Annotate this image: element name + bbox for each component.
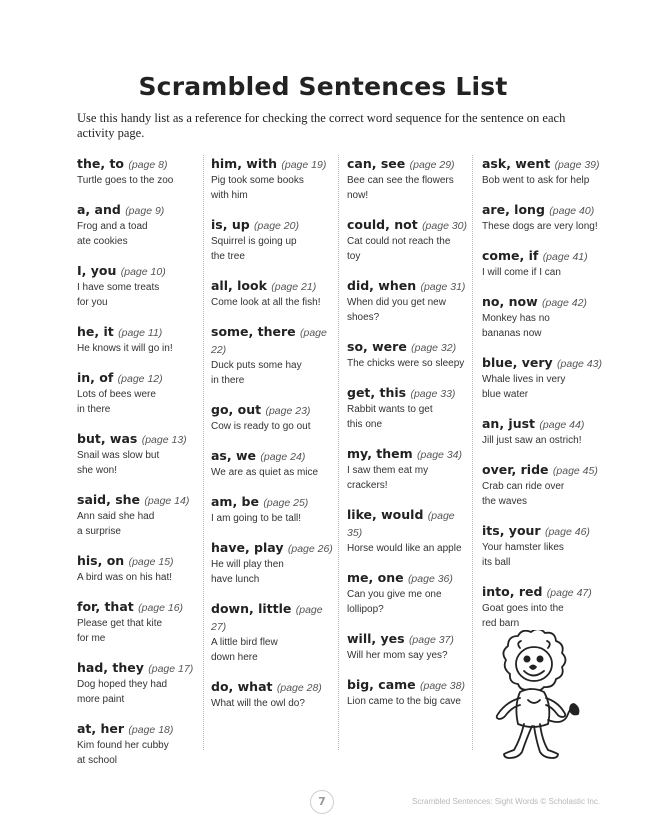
page-reference: (page 44) <box>539 419 585 431</box>
sentence-line: Lots of bees were <box>77 389 156 400</box>
list-item <box>347 507 472 556</box>
sentence-line: the tree <box>211 251 245 262</box>
entry-heading <box>347 631 472 648</box>
page-reference: (page 10) <box>120 266 166 278</box>
sentence-line: she won! <box>77 465 118 476</box>
sentence-line: Jill just saw an ostrich! <box>482 435 582 446</box>
entry-heading <box>347 570 472 587</box>
sight-words: like, would <box>347 507 424 522</box>
entry-heading <box>211 324 336 358</box>
column-divider <box>203 155 204 750</box>
sight-words: the, to <box>77 156 125 171</box>
sight-words: at, her <box>77 721 125 736</box>
sentence-line: A little bird flew <box>211 637 278 648</box>
sight-words: its, your <box>482 523 541 538</box>
page-reference: (page 40) <box>549 205 595 217</box>
sentence-line: I will come if I can <box>482 267 561 278</box>
list-item <box>77 721 199 768</box>
sentence-line: Turtle goes to the zoo <box>77 175 174 186</box>
sight-words: big, came <box>347 677 416 692</box>
page-reference: (page 8) <box>128 159 168 171</box>
sentence-line: A bird was on his hat! <box>77 572 173 583</box>
page-number: 7 <box>310 790 334 814</box>
sentence-line: We are as quiet as mice <box>211 467 319 478</box>
sentence-line: He will play then <box>211 559 284 570</box>
page-reference: (page 41) <box>542 251 588 263</box>
page-reference: (page 22) <box>211 327 327 356</box>
sentence-line: the waves <box>482 496 528 507</box>
list-item <box>211 540 336 587</box>
sentence-line: lollipop? <box>347 604 384 615</box>
sentence-line: at school <box>77 755 118 766</box>
sight-words: do, what <box>211 679 273 694</box>
list-item <box>77 599 199 646</box>
sight-words: come, if <box>482 248 539 263</box>
entry-heading <box>347 446 472 463</box>
entry-heading <box>482 416 602 433</box>
sentence-line: with him <box>211 190 248 201</box>
page-reference: (page 24) <box>260 451 306 463</box>
column-divider <box>472 155 473 750</box>
sight-words: as, we <box>211 448 257 463</box>
sentence-line: Rabbit wants to get <box>347 404 433 415</box>
sentence-line: blue water <box>482 389 529 400</box>
list-item <box>347 339 472 371</box>
sight-words: did, when <box>347 278 417 293</box>
list-column-3 <box>347 156 472 723</box>
sentence-line: Please get that kite <box>77 618 163 629</box>
page-reference: (page 12) <box>117 373 163 385</box>
entry-heading <box>77 553 199 570</box>
sentence-line: Monkey has no <box>482 313 550 324</box>
list-item <box>347 446 472 493</box>
list-item <box>211 324 336 388</box>
entry-heading <box>77 492 199 509</box>
entry-heading <box>347 339 472 356</box>
sight-words: but, was <box>77 431 138 446</box>
entry-heading <box>347 217 472 234</box>
sentence-line: have lunch <box>211 574 260 585</box>
list-item <box>482 416 602 448</box>
entry-heading <box>211 679 336 696</box>
sentence-line: When did you get new <box>347 297 446 308</box>
list-item <box>211 217 336 264</box>
sight-words: go, out <box>211 402 262 417</box>
sentence-line: Squirrel is going up <box>211 236 297 247</box>
sight-words: he, it <box>77 324 114 339</box>
list-item <box>482 202 602 234</box>
sight-words: me, one <box>347 570 404 585</box>
page-reference: (page 21) <box>271 281 317 293</box>
sentence-line: toy <box>347 251 361 262</box>
sight-words: a, and <box>77 202 121 217</box>
sight-words: will, yes <box>347 631 405 646</box>
list-item <box>211 448 336 480</box>
list-item <box>211 601 336 665</box>
list-item <box>482 248 602 280</box>
page-reference: (page 11) <box>118 327 163 339</box>
entry-heading <box>211 217 336 234</box>
sight-words: is, up <box>211 217 250 232</box>
entry-heading <box>211 540 336 557</box>
sentence-line: Bob went to ask for help <box>482 175 590 186</box>
sentence-line: I have some treats <box>77 282 160 293</box>
page-reference: (page 47) <box>546 587 592 599</box>
list-column-2 <box>211 156 336 725</box>
sentence-line: Frog and a toad <box>77 221 148 232</box>
sentence-line: Lion came to the big cave <box>347 696 461 707</box>
entry-heading <box>347 385 472 402</box>
entry-heading <box>482 202 602 219</box>
page-reference: (page 19) <box>281 159 327 171</box>
list-item <box>77 553 199 585</box>
page-reference: (page 45) <box>552 465 598 477</box>
sight-words: can, see <box>347 156 406 171</box>
sentence-line: Can you give me one <box>347 589 442 600</box>
sentence-line: Horse would like an apple <box>347 543 462 554</box>
list-column-1 <box>77 156 199 782</box>
list-item <box>482 462 602 509</box>
list-item <box>211 402 336 434</box>
entry-heading <box>77 263 199 280</box>
entry-heading <box>482 462 602 479</box>
list-item <box>482 294 602 341</box>
sentence-line: crackers! <box>347 480 388 491</box>
page-reference: (page 36) <box>407 573 453 585</box>
entry-heading <box>77 431 199 448</box>
list-item <box>482 523 602 570</box>
entry-heading <box>211 278 336 295</box>
sentence-line: for you <box>77 297 108 308</box>
page-reference: (page 37) <box>408 634 454 646</box>
list-item <box>77 660 199 707</box>
sight-words: I, you <box>77 263 117 278</box>
page-reference: (page 28) <box>276 682 322 694</box>
entry-heading <box>77 660 199 677</box>
sentence-line: now! <box>347 190 369 201</box>
page-reference: (page 30) <box>422 220 468 232</box>
list-item <box>482 355 602 402</box>
page-reference: (page 14) <box>144 495 190 507</box>
page-reference: (page 25) <box>263 497 309 509</box>
entry-heading <box>482 294 602 311</box>
sentence-line: in there <box>211 375 245 386</box>
sentence-line: Dog hoped they had <box>77 679 168 690</box>
sentence-line: bananas now <box>482 328 542 339</box>
sight-words: are, long <box>482 202 545 217</box>
sight-words: him, with <box>211 156 278 171</box>
list-item <box>211 156 336 203</box>
list-item <box>77 202 199 249</box>
sentence-line: These dogs are very long! <box>482 221 598 232</box>
list-item <box>347 156 472 203</box>
sight-words: for, that <box>77 599 134 614</box>
entry-heading <box>211 402 336 419</box>
intro-text: Use this handy list as a reference for checking the correct word sequence for the sentence on each activity page. <box>77 111 566 140</box>
sentence-line: Kim found her cubby <box>77 740 169 751</box>
entry-heading <box>77 156 199 173</box>
entry-heading <box>482 248 602 265</box>
page-reference: (page 17) <box>148 663 194 675</box>
list-item <box>211 278 336 310</box>
sentence-line: Ann said she had <box>77 511 155 522</box>
sentence-line: Come look at all the fish! <box>211 297 321 308</box>
sight-words: some, there <box>211 324 296 339</box>
entry-heading <box>347 507 472 541</box>
sentence-line: Will her mom say yes? <box>347 650 448 661</box>
list-item <box>77 431 199 478</box>
sentence-line: Duck puts some hay <box>211 360 302 371</box>
entry-heading <box>211 156 336 173</box>
page-title: Scrambled Sentences List <box>138 72 508 101</box>
sentence-line: Your hamster likes <box>482 542 564 553</box>
list-item <box>211 679 336 711</box>
sight-words: blue, very <box>482 355 553 370</box>
sentence-line: down here <box>211 652 258 663</box>
page-reference: (page 34) <box>417 449 462 461</box>
list-item <box>77 263 199 310</box>
page-reference: (page 20) <box>254 220 299 232</box>
sight-words: had, they <box>77 660 144 675</box>
sight-words: an, just <box>482 416 536 431</box>
list-item <box>347 677 472 709</box>
page-reference: (page 31) <box>420 281 466 293</box>
sentence-line: Cow is ready to go out <box>211 421 311 432</box>
entry-heading <box>77 370 199 387</box>
entry-heading <box>211 601 336 635</box>
sentence-line: this one <box>347 419 383 430</box>
sentence-line: its ball <box>482 557 511 568</box>
page-reference: (page 26) <box>287 543 333 555</box>
list-item <box>77 370 199 417</box>
page-reference: (page 35) <box>347 510 455 539</box>
sentence-line: a surprise <box>77 526 121 537</box>
list-item <box>347 278 472 325</box>
sentence-line: more paint <box>77 694 125 705</box>
entry-heading <box>77 599 199 616</box>
sentence-line: I saw them eat my <box>347 465 429 476</box>
sentence-line: in there <box>77 404 111 415</box>
sight-words: no, now <box>482 294 538 309</box>
entry-heading <box>482 355 602 372</box>
entry-heading <box>347 677 472 694</box>
entry-heading <box>77 721 199 738</box>
sentence-line: He knows it will go in! <box>77 343 173 354</box>
list-item <box>77 324 199 356</box>
entry-heading <box>211 448 336 465</box>
sight-words: am, be <box>211 494 259 509</box>
sentence-line: What will the owl do? <box>211 698 305 709</box>
sentence-line: for me <box>77 633 106 644</box>
list-item <box>211 494 336 526</box>
sight-words: into, red <box>482 584 543 599</box>
list-item <box>482 584 602 631</box>
page-reference: (page 16) <box>138 602 184 614</box>
sight-words: in, of <box>77 370 114 385</box>
sight-words: so, were <box>347 339 407 354</box>
sight-words: ask, went <box>482 156 551 171</box>
page-reference: (page 23) <box>265 405 311 417</box>
entry-heading <box>347 278 472 295</box>
page-reference: (page 18) <box>128 724 174 736</box>
sentence-line: Whale lives in very <box>482 374 566 385</box>
list-item <box>347 570 472 617</box>
sentence-line: I am going to be tall! <box>211 513 302 524</box>
list-item <box>347 631 472 663</box>
page-reference: (page 9) <box>125 205 165 217</box>
entry-heading <box>482 156 602 173</box>
page-reference: (page 32) <box>411 342 457 354</box>
sentence-line: Crab can ride over <box>482 481 565 492</box>
page-reference: (page 33) <box>410 388 456 400</box>
sentence-line: The chicks were so sleepy <box>347 358 465 369</box>
page-reference: (page 27) <box>211 604 323 633</box>
list-item <box>347 217 472 264</box>
sight-words: my, them <box>347 446 413 461</box>
page-reference: (page 13) <box>141 434 187 446</box>
sentence-line: shoes? <box>347 312 380 323</box>
list-item <box>77 156 199 188</box>
list-item <box>347 385 472 432</box>
footer-credit: Scrambled Sentences: Sight Words © Scholastic Inc. <box>412 797 601 806</box>
column-divider <box>338 155 339 750</box>
entry-heading <box>482 584 602 601</box>
sight-words: could, not <box>347 217 418 232</box>
sight-words: have, play <box>211 540 284 555</box>
page-reference: (page 29) <box>409 159 455 171</box>
entry-heading <box>211 494 336 511</box>
entry-heading <box>347 156 472 173</box>
page-reference: (page 38) <box>420 680 465 692</box>
sight-words: get, this <box>347 385 407 400</box>
page-reference: (page 42) <box>541 297 587 309</box>
entry-heading <box>77 202 199 219</box>
sentence-line: Pig took some books <box>211 175 304 186</box>
sight-words: his, on <box>77 553 125 568</box>
page-reference: (page 46) <box>544 526 590 538</box>
list-item <box>77 492 199 539</box>
sentence-line: Snail was slow but <box>77 450 160 461</box>
sentence-line: Cat could not reach the <box>347 236 451 247</box>
page-reference: (page 15) <box>128 556 174 568</box>
entry-heading <box>482 523 602 540</box>
lion-illustration <box>480 630 590 770</box>
sentence-line: Bee can see the flowers <box>347 175 454 186</box>
entry-heading <box>77 324 199 341</box>
sentence-line: red barn <box>482 618 520 629</box>
sentence-line: ate cookies <box>77 236 128 247</box>
sight-words: down, little <box>211 601 292 616</box>
page-reference: (page 43) <box>557 358 602 370</box>
sight-words: said, she <box>77 492 141 507</box>
list-item <box>482 156 602 188</box>
list-column-4 <box>482 156 602 645</box>
sentence-line: Goat goes into the <box>482 603 564 614</box>
sight-words: all, look <box>211 278 267 293</box>
sight-words: over, ride <box>482 462 549 477</box>
page-reference: (page 39) <box>554 159 600 171</box>
